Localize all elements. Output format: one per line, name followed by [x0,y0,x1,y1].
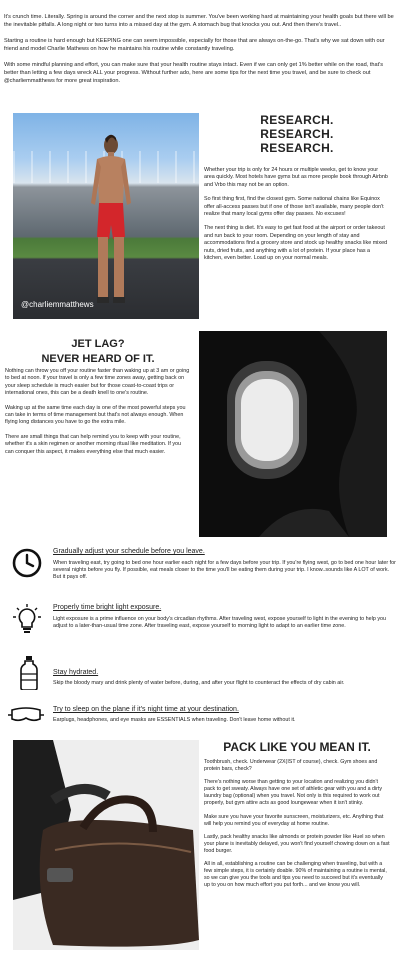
water-bottle-icon [17,656,47,690]
pack-heading: PACK LIKE YOU MEAN IT. [223,740,371,754]
tip-text: When traveling east, try going to bed one hour earlier each night for a few days before your trip. If you're flying west, go to bed one hour later for several nights before you fly. If possible, eat meals closer to the time you'll be eating them during your trip. I know..sounds like A LOT of work. But it pays off. [53,560,396,581]
tip-text: Skip the bloody mary and drink plenty of water before, during, and after your flight to counteract the effects of dry cabin air. [53,680,345,686]
tip-title: Properly time bright light exposure. [53,604,162,611]
pack-body [204,759,390,895]
body-paragraph: Waking up at the same time each day is one of the most powerful steps you can take in terms of time management but that's not always enough. When flying long distances you have to go the extra mile. [5,404,186,426]
lightbulb-icon [12,604,42,636]
tip-text: Earplugs, headphones, and eye masks are ESSENTIALS when traveling. Don't leave home without it. [53,717,296,723]
tip-item [12,604,394,640]
intro [4,14,396,94]
airplane-window-photo [199,331,387,537]
model-figure [89,133,133,313]
sleep-mask-icon [6,707,46,723]
clock-icon [12,548,42,578]
body-paragraph: The next thing is diet. It's easy to get fast food at the airport or order takeout and run back to your room. Depending on your length of stay and accommodations find a grocery store and stock up healthy snacks like mixed nuts, dried fruits, and anything with a lot of protein. If your place has a kitchen, even better. Load up on your normal meals. [204,225,388,262]
tip-title: Stay hydrated. [53,669,99,676]
tip-item [12,706,394,732]
intro-paragraph: It's crunch time. Literally. Spring is around the corner and the next stop is summer. You've been working hard at maintaining your health goals but there will be the inevitable pitfalls. A long night or two turns into a missed day at the gym. A stomach bug that knocks you out. And then there's travel.. [4,14,394,28]
instagram-handle: @charliemmatthews [21,300,94,309]
tip-item [12,548,394,584]
intro-paragraph: With some mindful planning and effort, you can make sure that your health routine stays intact. Even if we can only get 1% better while on the road, that's better than letting a few days wreck ALL your progress. Without further ado, here are some tips for the next time you travel, and be sure to check out @charliemmatthews for more great inspiration. [4,62,384,84]
airplane-window-illustration [199,331,387,537]
intro-paragraph: Starting a routine is hard enough but KEEPING one can seem impossible, especially for those that are always on-the-go. That's why we sat down with our friend and model Charlie Mathews on how he maintains his routine while constantly traveling. [4,38,385,52]
tip-item [12,656,394,692]
jet-lag-heading: JET LAG? NEVER HEARD OF IT. [41,338,155,365]
body-paragraph: Lastly, pack healthy snacks like almonds or protein powder like Huel so when your plane is inevitably delayed, you won't find yourself chowing down on a fast food burger. [204,833,390,854]
tip-text: Light exposure is a prime influence on your body's circadian rhythms. After traveling west, expose yourself to light in the evening to help you adjust to a later-than-usual time zone. After traveling east, expose yourself to morning light to adapt to an earlier time zone. [53,616,387,630]
body-paragraph: All in all, establishing a routine can be challenging when traveling, but with a few simple steps, it is certainly doable. 90% of maintaining a routine is mental, so we can give you the tools and tips you need to succeed but it's eventually up to you on how much effort you put forth... and we know you will. [204,861,387,889]
research-body [204,167,390,269]
body-paragraph: Whether your trip is only for 24 hours or multiple weeks, get to know your area quickly. Most hotels have gyms but as more people book through Airbnb and Vrbo this may not be an option. [204,167,388,188]
body-paragraph: So first thing first, find the closest gym. Some national chains like Equinox offer all-access passes but if one of those isn't available, many people don't realize that many local gyms offer day passes. No excuses! [204,196,384,218]
body-paragraph: Toothbrush, check. Underwear (2X(IST of course), check. Gym shoes and protein bars, check? [204,759,378,773]
tip-title: Gradually adjust your schedule before you leave. [53,548,205,555]
body-paragraph: Nothing can throw you off your routine faster than waking up at 3 am or going to bed at noon. If your travel is only a few time zones away, getting back on your sleep schedule is much easier but for those coast-to-coast trips or international ones, this can be a death knell to one's routine. [5,368,190,397]
body-paragraph: Make sure you have your favorite sunscreen, moisturizers, etc. Anything that will help you remind you of everyday at home routine. [204,813,384,827]
duffel-bag-illustration [13,740,199,950]
tip-title: Try to sleep on the plane if it's night time at your destination. [53,706,239,713]
jet-lag-body [5,368,191,463]
body-paragraph: There's nothing worse than getting to your location and realizing you didn't pack to get sweaty. Always have one set of athletic gear with you and a dirty laundry bag (optional) when you travel. Not only is this required to work out properly, but gym attire acts as good loungewear when it isn't stinky. [204,779,383,807]
duffel-bag-photo [13,740,199,950]
model-photo [13,113,199,319]
body-paragraph: There are small things that can help remind you to keep with your routine, whether it's a skin regimen or another morning ritual like meditation. If you can conquer this aspect, it makes everything else that much easier. [5,433,182,455]
research-heading: RESEARCH. RESEARCH. RESEARCH. [260,113,334,155]
